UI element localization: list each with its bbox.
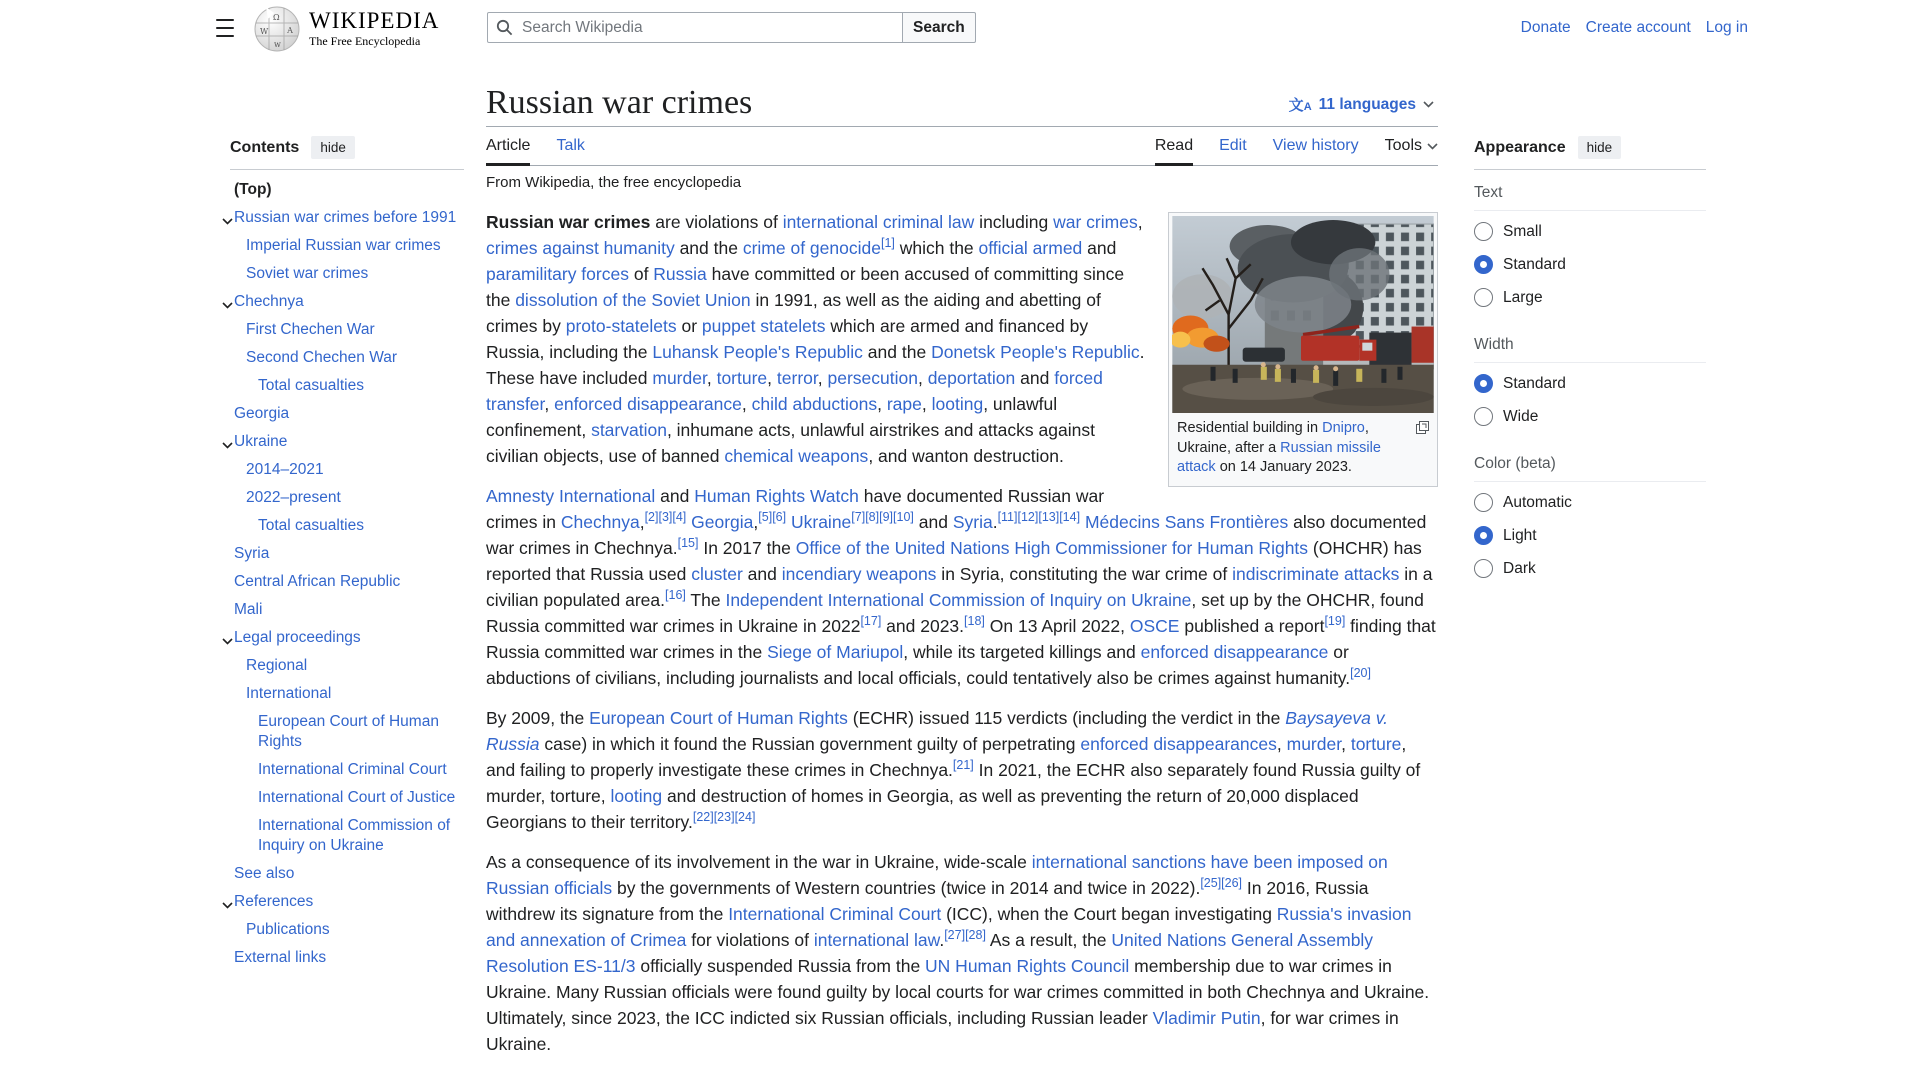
reference-citation	[865, 511, 879, 525]
toc-link[interactable]: Publications	[246, 921, 330, 938]
wiki-link[interactable]: murder	[1286, 734, 1342, 755]
radio-label: Wide	[1503, 407, 1539, 425]
toc-link[interactable]: Central African Republic	[234, 573, 401, 590]
reference-link[interactable]: [10]	[893, 510, 914, 525]
wiki-link[interactable]: looting	[931, 394, 984, 415]
toc-item	[230, 316, 464, 344]
toc-item	[230, 260, 464, 288]
wiki-link[interactable]: torture	[1350, 734, 1402, 755]
wiki-link[interactable]: puppet statelets	[701, 316, 826, 337]
article-tabs	[486, 127, 1438, 166]
toc-item	[230, 916, 464, 944]
toc-link[interactable]: Regional	[246, 657, 308, 674]
wiki-link[interactable]: paramilitary forces	[486, 264, 629, 285]
toc-item	[230, 540, 464, 568]
toc-item	[230, 568, 464, 596]
wiki-link[interactable]: Luhansk People's Republic	[652, 342, 863, 363]
toc-item	[230, 708, 464, 756]
chevron-down-icon	[1423, 101, 1434, 108]
wiki-link[interactable]: crime of genocide	[742, 238, 881, 259]
wiki-link[interactable]: Ukraine	[790, 512, 852, 533]
reference-link[interactable]: [12]	[1017, 510, 1039, 525]
toc-item	[230, 400, 464, 428]
wiki-link[interactable]: enforced disappearance	[1140, 642, 1329, 663]
toc-link[interactable]: (Top)	[234, 181, 272, 198]
toc-link[interactable]: 2014–2021	[246, 461, 324, 478]
wiki-link[interactable]: forced transfer	[486, 368, 1103, 415]
wiki-link[interactable]: Syria	[952, 512, 993, 533]
wiki-link[interactable]: deportation	[927, 368, 1016, 389]
wiki-link[interactable]: international criminal law	[782, 212, 975, 233]
toc-item	[230, 756, 464, 784]
radio-option-wide[interactable]	[1474, 400, 1706, 433]
appearance-group-color-beta-	[1474, 447, 1706, 585]
radio-icon[interactable]	[1474, 288, 1493, 307]
wiki-link[interactable]: Independent International Commission of Inquiry on Ukraine	[725, 590, 1192, 611]
reference-citation	[881, 237, 895, 251]
wiki-link[interactable]: United Nations General Assembly Resolution ES-11/3	[486, 930, 1374, 977]
reference-link[interactable]: [18]	[964, 614, 985, 629]
logo-wordmark: WIKIPEDIA	[309, 8, 440, 33]
toc-item	[230, 784, 464, 812]
toc-link[interactable]: Soviet war crimes	[246, 265, 369, 282]
wiki-link[interactable]: dissolution of the Soviet Union	[515, 290, 751, 311]
table-of-contents	[224, 56, 464, 972]
reference-link[interactable]: [19]	[1324, 614, 1346, 629]
reference-citation	[665, 589, 686, 603]
reference-citation	[964, 615, 985, 629]
wikipedia-logo[interactable]	[252, 3, 439, 53]
reference-citation	[879, 511, 893, 525]
toc-item	[230, 232, 464, 260]
page-title: Russian war crimes	[486, 84, 753, 121]
reference-citation	[1038, 511, 1059, 525]
radio-icon[interactable]	[1474, 559, 1493, 578]
tab-read[interactable]: Read	[1155, 127, 1193, 166]
toc-link[interactable]: Imperial Russian war crimes	[246, 237, 441, 254]
wiki-link[interactable]: torture	[716, 368, 768, 389]
appearance-title: Appearance	[1474, 138, 1566, 156]
toc-item	[230, 596, 464, 624]
radio-option-small[interactable]	[1474, 215, 1706, 248]
toc-item	[230, 944, 464, 972]
svg-text:А: А	[287, 26, 294, 35]
header-link-create-account[interactable]: Create account	[1585, 19, 1691, 36]
toc-link[interactable]: First Chechen War	[246, 321, 375, 338]
reference-link[interactable]: [16]	[665, 588, 686, 603]
reference-link[interactable]: [24]	[734, 810, 756, 825]
wiki-link[interactable]: Amnesty International	[486, 486, 656, 507]
radio-icon[interactable]	[1474, 407, 1493, 426]
radio-option-standard[interactable]	[1474, 248, 1706, 281]
reference-citation	[758, 511, 772, 525]
toc-item	[230, 812, 464, 860]
reference-citation	[998, 511, 1018, 525]
toc-link[interactable]: References	[234, 893, 314, 910]
radio-icon[interactable]	[1474, 493, 1493, 512]
article-paragraph: Russian war crimes are violations of international criminal law including war crimes, crimes against humanity and the crime of genocide[1] which the official armed and paramilitary forces of Russia have committed or been accused of committing since the dissolution of the Soviet Union in 1991, as well as the aiding and abetting of crimes by proto-statelets or puppet statelets which are armed and financed by Russia, including the Luhansk People's Republic and the Donetsk People's Republic. These have included murder, torture, terror, persecution, deportation and forced transfer, enforced disappearance, child abductions, rape, looting, unlawful confinement, starvation, inhumane acts, unlawful airstrikes and attacks against civilian objects, use of banned chemical weapons, and wanton destruction.	[486, 212, 1145, 467]
tab-edit[interactable]: Edit	[1219, 137, 1247, 155]
radio-option-large[interactable]	[1474, 281, 1706, 314]
toc-link[interactable]: International Criminal Court	[258, 761, 447, 778]
reference-citation	[678, 537, 699, 551]
toc-expand-icon[interactable]	[222, 631, 233, 651]
reference-link[interactable]: [23]	[713, 810, 735, 825]
toc-item	[230, 428, 464, 456]
wiki-link[interactable]: looting	[610, 786, 663, 807]
toc-item	[230, 860, 464, 888]
wiki-link[interactable]: International Criminal Court	[728, 904, 942, 925]
destroyed-building-photo[interactable]	[1172, 216, 1434, 413]
logo-tagline: The Free Encyclopedia	[309, 34, 421, 48]
svg-text:w: w	[274, 40, 281, 49]
wikipedia-globe-icon	[252, 3, 302, 53]
toc-link[interactable]: Ukraine	[234, 433, 288, 450]
tab-tools[interactable]: Tools	[1385, 127, 1438, 166]
wiki-link[interactable]: Russia	[653, 264, 707, 285]
appearance-group-label: Color (beta)	[1474, 447, 1706, 482]
wiki-link[interactable]: Human Rights Watch	[694, 486, 859, 507]
reference-link[interactable]: [25]	[1200, 876, 1222, 891]
wiki-link[interactable]: OSCE	[1129, 616, 1180, 637]
toc-item	[230, 344, 464, 372]
toc-item	[230, 288, 464, 316]
radio-label: Light	[1503, 526, 1537, 544]
reference-link[interactable]: [7]	[851, 510, 866, 525]
reference-link[interactable]: [21]	[952, 758, 974, 773]
toc-link[interactable]: European Court of Human Rights	[258, 713, 439, 750]
radio-option-standard[interactable]	[1474, 367, 1706, 400]
toc-link[interactable]: 2022–present	[246, 489, 341, 506]
toc-link[interactable]: Second Chechen War	[246, 349, 398, 366]
radio-icon[interactable]	[1474, 222, 1493, 241]
reference-citation	[965, 929, 986, 943]
reference-link[interactable]: [3]	[658, 510, 673, 525]
reference-link[interactable]: [8]	[865, 510, 880, 525]
reference-citation	[944, 929, 965, 943]
reference-citation	[953, 759, 974, 773]
reference-citation	[714, 811, 735, 825]
user-links	[1521, 19, 1748, 37]
wiki-link[interactable]: Vladimir Putin	[1152, 1008, 1261, 1029]
radio-label: Dark	[1503, 559, 1536, 577]
toc-item	[230, 512, 464, 540]
bold-subject: Russian war crimes	[486, 212, 651, 233]
search-bar	[487, 12, 976, 43]
toc-link[interactable]: Syria	[234, 545, 270, 562]
header-link-donate[interactable]: Donate	[1520, 19, 1571, 36]
radio-label: Automatic	[1503, 493, 1572, 511]
appearance-group-label: Width	[1474, 328, 1706, 363]
reference-link[interactable]: [22]	[692, 810, 714, 825]
article-paragraph: As a consequence of its involvement in the war in Ukraine, wide-scale international sanctions have been imposed on Russian officials by the governments of Western countries (twice in 2014 and twice in 2022).[25][26] In 2016, Russia withdrew its signature from the International Criminal Court (ICC), when the Court began investigating Russia's invasion and annexation of Crimea for violations of international law.[27][28] As a result, the United Nations General Assembly Resolution ES-11/3 officially suspended Russia from the UN Human Rights Council membership due to war crimes in Ukraine. Many Russian officials were found guilty by local courts for war crimes committed in both Chechnya and Ukraine. Ultimately, since 2023, the ICC indicted six Russian officials, including Russian leader Vladimir Putin, for war crimes in Ukraine.	[486, 852, 1430, 1055]
header-link-log-in[interactable]: Log in	[1705, 19, 1748, 36]
wiki-link[interactable]: chemical weapons	[724, 446, 869, 467]
toc-link[interactable]: Russian war crimes before 1991	[234, 209, 457, 226]
wiki-link[interactable]: enforced disappearance	[554, 394, 742, 415]
reference-link[interactable]: [11]	[997, 510, 1018, 525]
appearance-group-width	[1474, 328, 1706, 433]
reference-citation	[860, 615, 881, 629]
toc-link[interactable]: Total casualties	[258, 377, 364, 394]
enlarge-icon[interactable]	[1416, 421, 1429, 441]
toc-item	[230, 484, 464, 512]
languages-count: 11 languages	[1318, 95, 1416, 113]
wiki-link[interactable]: Georgia	[691, 512, 754, 533]
wiki-link[interactable]: persecution	[827, 368, 918, 389]
wiki-link[interactable]: Russian missile attack	[1177, 439, 1381, 476]
reference-citation	[1017, 511, 1038, 525]
toc-item	[230, 372, 464, 400]
wiki-link[interactable]: terror	[776, 368, 818, 389]
reference-link[interactable]: [2]	[644, 510, 659, 525]
tab-view-history[interactable]: View history	[1272, 137, 1359, 155]
wiki-link[interactable]: war crimes	[1053, 212, 1138, 233]
toc-expand-icon[interactable]	[222, 295, 233, 315]
radio-option-automatic[interactable]	[1474, 486, 1706, 519]
wiki-link[interactable]: international sanctions have been imposed on Russian officials	[486, 852, 1388, 899]
languages-icon: 文A	[1288, 97, 1312, 115]
reference-citation	[658, 511, 672, 525]
wiki-link[interactable]: cluster	[691, 564, 743, 585]
appearance-hide-button[interactable]: hide	[1578, 136, 1622, 159]
main-menu-button[interactable]	[210, 14, 240, 42]
wiki-link[interactable]: Office of the United Nations High Commissioner for Human Rights	[795, 538, 1309, 559]
reference-citation	[693, 811, 714, 825]
image-caption: Residential building in Dnipro, Ukraine, after a Russian missile attack on 14 January 2023.	[1172, 413, 1434, 483]
search-icon	[496, 19, 513, 41]
reference-link[interactable]: [9]	[879, 510, 894, 525]
toc-link[interactable]: Legal proceedings	[234, 629, 361, 646]
reference-link[interactable]: [14]	[1059, 510, 1081, 525]
radio-selected-icon[interactable]	[1474, 255, 1493, 274]
reference-citation	[893, 511, 914, 525]
site-tagline: From Wikipedia, the free encyclopedia	[486, 174, 742, 192]
appearance-group-text	[1474, 176, 1706, 314]
toc-item	[230, 888, 464, 916]
reference-citation	[1200, 877, 1221, 891]
languages-button[interactable]	[1285, 88, 1438, 121]
wiki-link[interactable]: European Court of Human Rights	[589, 708, 848, 729]
radio-selected-icon[interactable]	[1474, 374, 1493, 393]
search-input[interactable]	[487, 12, 903, 43]
appearance-panel	[1474, 56, 1706, 599]
wiki-link[interactable]: official armed	[978, 238, 1083, 259]
wiki-link[interactable]: incendiary weapons	[781, 564, 937, 585]
wiki-link[interactable]: rape	[886, 394, 922, 415]
wiki-link[interactable]: murder	[652, 368, 707, 389]
reference-citation	[735, 811, 756, 825]
article-content	[486, 56, 1438, 1071]
wiki-link[interactable]: Siege of Mariupol	[767, 642, 904, 663]
wiki-link[interactable]: Baysayeva v. Russia	[486, 708, 1389, 755]
wiki-link[interactable]: indiscriminate attacks	[1232, 564, 1400, 585]
svg-text:W: W	[260, 27, 269, 36]
radio-label: Standard	[1503, 255, 1566, 273]
toc-hide-button[interactable]: hide	[311, 136, 355, 159]
article-paragraph: Amnesty International and Human Rights Watch have documented Russian war crimes in Chechnya,[2][3][4] Georgia,[5][6] Ukraine[7][8][9][10] and Syria.[11][12][13][14] Médecins Sans Frontières also documented war crimes in Chechnya.[15] In 2017 the Office of the United Nations High Commissioner for Human Rights (OHCHR) has reported that Russia used cluster and incendiary weapons in Syria, constituting the war crime of indiscriminate attacks in a civilian populated area.[16] The Independent International Commission of Inquiry on Ukraine, set up by the OHCHR, found Russia committed war crimes in Ukraine in 2022[17] and 2023.[18] On 13 April 2022, OSCE published a report[19] finding that Russia committed war crimes in the Siege of Mariupol, while its targeted killings and enforced disappearance or abductions of civilians, including journalists and local officials, could tentatively also be crimes against humanity.[20]	[486, 486, 1436, 689]
wiki-link[interactable]: Russia's invasion and annexation of Crimea	[486, 904, 1412, 951]
toc-expand-icon[interactable]	[222, 895, 233, 915]
wiki-link[interactable]: international law	[813, 930, 940, 951]
toc-link[interactable]: See also	[234, 865, 295, 882]
reference-link[interactable]: [26]	[1221, 876, 1243, 891]
svg-text:Ω: Ω	[273, 13, 280, 22]
toc-link[interactable]: External links	[234, 949, 327, 966]
toc-expand-icon[interactable]	[222, 435, 233, 455]
wiki-link[interactable]: Chechnya	[560, 512, 640, 533]
wiki-link[interactable]: Dnipro	[1322, 420, 1365, 437]
reference-citation	[1350, 667, 1371, 681]
article-paragraph: By 2009, the European Court of Human Rights (ECHR) issued 115 verdicts (including the verdict in the Baysayeva v. Russia case) in which it found the Russian government guilty of perpetrating enforced disappearances, murder, torture, and failing to properly investigate these crimes in Chechnya.[21] In 2021, the ECHR also separately found Russia guilty of murder, torture, looting and destruction of homes in Georgia, as well as preventing the return of 20,000 displaced Georgians to their territory.[22][23][24]	[486, 708, 1421, 833]
reference-link[interactable]: [27]	[944, 928, 966, 943]
radio-selected-icon[interactable]	[1474, 526, 1493, 545]
radio-option-light[interactable]	[1474, 519, 1706, 552]
reference-link[interactable]: [5]	[758, 510, 773, 525]
reference-link[interactable]: [4]	[672, 510, 687, 525]
search-button[interactable]: Search	[902, 12, 976, 43]
wiki-link[interactable]: starvation	[591, 420, 667, 441]
reference-link[interactable]: [15]	[677, 536, 699, 551]
reference-citation	[851, 511, 865, 525]
toc-link[interactable]: International Commission of Inquiry on Ukraine	[258, 817, 451, 854]
site-header	[0, 0, 1920, 56]
radio-label: Standard	[1503, 374, 1566, 392]
toc-item	[230, 652, 464, 680]
toc-link[interactable]: Georgia	[234, 405, 290, 422]
reference-citation	[645, 511, 659, 525]
reference-link[interactable]: [13]	[1038, 510, 1060, 525]
reference-link[interactable]: [20]	[1350, 666, 1371, 681]
wiki-link[interactable]: child abductions	[751, 394, 878, 415]
toc-item	[230, 204, 464, 232]
menu-icon	[216, 19, 234, 21]
radio-label: Small	[1503, 222, 1542, 240]
radio-option-dark[interactable]	[1474, 552, 1706, 585]
reference-citation	[772, 511, 786, 525]
toc-item	[230, 176, 464, 204]
article-thumbnail	[1168, 212, 1438, 487]
tab-talk[interactable]: Talk	[556, 137, 585, 155]
wiki-link[interactable]: proto-statelets	[565, 316, 677, 337]
toc-item	[230, 456, 464, 484]
wiki-link[interactable]: enforced disappearances	[1080, 734, 1277, 755]
reference-link[interactable]: [17]	[860, 614, 882, 629]
reference-citation	[1324, 615, 1345, 629]
chevron-down-icon	[1427, 143, 1438, 150]
tab-article[interactable]: Article	[486, 127, 530, 166]
toc-link[interactable]: International Court of Justice	[258, 789, 456, 806]
reference-citation	[672, 511, 686, 525]
wiki-link[interactable]: Donetsk People's Republic	[931, 342, 1140, 363]
toc-link[interactable]: Total casualties	[258, 517, 364, 534]
wiki-link[interactable]: Médecins Sans Frontières	[1084, 512, 1289, 533]
wiki-link[interactable]: crimes against humanity	[486, 238, 675, 259]
radio-label: Large	[1503, 288, 1543, 306]
toc-item	[230, 680, 464, 708]
reference-link[interactable]: [28]	[965, 928, 986, 943]
reference-citation	[1059, 511, 1080, 525]
reference-citation	[1221, 877, 1242, 891]
toc-link[interactable]: International	[246, 685, 332, 702]
reference-link[interactable]: [1]	[880, 236, 895, 251]
toc-item	[230, 624, 464, 652]
toc-expand-icon[interactable]	[222, 211, 233, 231]
toc-link[interactable]: Chechnya	[234, 293, 304, 310]
reference-link[interactable]: [6]	[772, 510, 787, 525]
appearance-group-label: Text	[1474, 176, 1706, 211]
toc-title: Contents	[230, 138, 300, 156]
wiki-link[interactable]: UN Human Rights Council	[925, 956, 1130, 977]
toc-link[interactable]: Mali	[234, 601, 263, 618]
